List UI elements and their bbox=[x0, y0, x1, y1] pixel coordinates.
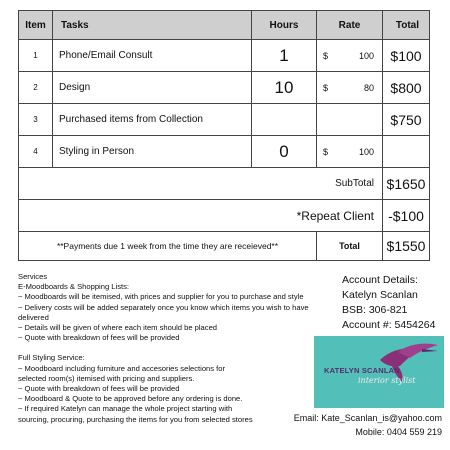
task-name: Design bbox=[53, 72, 252, 104]
rate-value: 80 bbox=[363, 82, 374, 93]
table-row bbox=[19, 40, 430, 72]
eshop-heading: E-Moodboards & Shopping Lists: bbox=[18, 282, 130, 292]
rate-cell bbox=[317, 136, 383, 168]
account-heading: Account Details: bbox=[342, 274, 418, 286]
total-value: $1550 bbox=[383, 232, 430, 261]
subtotal-value: $1650 bbox=[383, 168, 430, 200]
rate-currency: $ bbox=[323, 82, 329, 93]
hours-value bbox=[252, 104, 317, 136]
header-hours: Hours bbox=[252, 11, 317, 40]
rate-currency: $ bbox=[323, 146, 329, 157]
eshop-line: ~ Quote with breakdown of fees will be provided bbox=[18, 333, 180, 343]
table-row bbox=[19, 72, 430, 104]
account-bsb: BSB: 306-821 bbox=[342, 304, 408, 316]
discount-row bbox=[19, 200, 430, 232]
table-row bbox=[19, 104, 430, 136]
full-service-line: ~ Quote with breakdown of fees will be provided bbox=[18, 384, 180, 394]
services-heading: Services bbox=[18, 272, 48, 281]
row-total: $750 bbox=[383, 104, 430, 136]
rate-cell bbox=[317, 104, 383, 136]
eshop-line: ~ Details will be given of where each item should be placed bbox=[18, 323, 218, 333]
invoice-table bbox=[18, 10, 430, 261]
task-name: Styling in Person bbox=[53, 136, 252, 168]
header-total: Total bbox=[383, 11, 430, 40]
total-label: Total bbox=[317, 232, 383, 261]
repeat-client-value: -$100 bbox=[383, 200, 430, 232]
rate-cell bbox=[317, 72, 383, 104]
logo-tagline: interior stylist bbox=[358, 376, 416, 385]
subtotal-row bbox=[19, 168, 430, 200]
logo-name: KATELYN SCANLAN bbox=[324, 366, 400, 375]
task-name: Purchased items from Collection bbox=[53, 104, 252, 136]
hours-value: 10 bbox=[252, 72, 317, 104]
full-service-line: sourcing, procuring, purchasing the items for you from selected stores bbox=[18, 414, 253, 424]
table-row bbox=[19, 136, 430, 168]
account-name: Katelyn Scanlan bbox=[342, 289, 418, 301]
contact-email: Email: Kate_Scanlan_is@yahoo.com bbox=[293, 413, 442, 423]
item-number: 1 bbox=[19, 40, 53, 72]
eshop-line: ~ Delivery costs will be added separately once you know which items you wish to have delivered bbox=[18, 302, 309, 322]
header-rate: Rate bbox=[317, 11, 383, 40]
table-header-row bbox=[19, 11, 430, 40]
hours-value: 0 bbox=[252, 136, 317, 168]
row-total bbox=[383, 136, 430, 168]
header-item: Item bbox=[19, 11, 53, 40]
contact-details bbox=[294, 411, 442, 439]
full-service-line: ~ Moodboard including furniture and accesories selections for bbox=[18, 363, 226, 373]
full-service-line: selected room(s) itemised with pricing and suppliers. bbox=[18, 373, 195, 383]
payment-note: **Payments due 1 week from the time they are receieved** bbox=[19, 232, 317, 261]
full-service-line: ~ Moodboard & Quote to be approved before any ordering is done. bbox=[18, 394, 243, 404]
item-number: 4 bbox=[19, 136, 53, 168]
item-number: 3 bbox=[19, 104, 53, 136]
account-number: Account #: 5454264 bbox=[342, 319, 436, 331]
full-service-line: ~ If required Katelyn can manage the whole project starting with bbox=[18, 404, 233, 414]
item-number: 2 bbox=[19, 72, 53, 104]
services-section bbox=[18, 272, 338, 425]
subtotal-label: SubTotal bbox=[19, 168, 383, 200]
brand-logo bbox=[314, 336, 444, 408]
total-row bbox=[19, 232, 430, 261]
row-total: $100 bbox=[383, 40, 430, 72]
rate-cell bbox=[317, 40, 383, 72]
rate-currency: $ bbox=[323, 50, 329, 61]
contact-mobile: Mobile: 0404 559 219 bbox=[355, 427, 442, 437]
eshop-line: ~ Moodboards will be itemised, with prices and supplier for you to purchase and style bbox=[18, 292, 304, 302]
repeat-client-label: *Repeat Client bbox=[19, 200, 383, 232]
task-name: Phone/Email Consult bbox=[53, 40, 252, 72]
full-service-heading: Full Styling Service: bbox=[18, 353, 85, 363]
header-tasks: Tasks bbox=[53, 11, 252, 40]
account-details bbox=[342, 273, 435, 333]
row-total: $800 bbox=[383, 72, 430, 104]
hours-value: 1 bbox=[252, 40, 317, 72]
rate-value: 100 bbox=[358, 146, 374, 157]
rate-value: 100 bbox=[358, 50, 374, 61]
